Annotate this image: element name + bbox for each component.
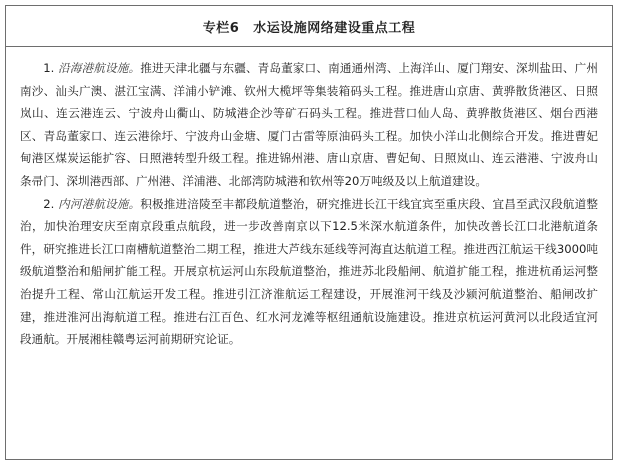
paragraph-heading: 沿海港航设施。 — [58, 61, 141, 75]
box-title-bar — [6, 6, 612, 47]
paragraph-body: 推进天津北疆与东疆、青岛董家口、南通通州湾、上海洋山、厦门翔安、深圳盐田、广州南沙、汕头广澳、湛江宝满、洋浦小铲滩、钦州大榄坪等集装箱码头工程。推进唐山京唐、黄骅散货港区、日照岚山、连云港连云、宁波舟山衢山、防城港企沙等矿石码头工程。推进营口仙人岛、黄骅散货港区、烟台西港区、青岛董家口、连云港徐圩、宁波舟山金塘、厦门古雷等原油码头工程。加快小洋山北侧综合开发。推进曹妃甸港区煤炭运能扩容、日照港转型升级工程。推进锦州港、唐山京唐、曹妃甸、日照岚山、连云港港、宁波舟山条帚门、深圳港西部、广州港、洋浦港、北部湾防城港和钦州等20万吨级及以上航道建设。 — [20, 61, 598, 188]
paragraph-number: 2. — [43, 196, 59, 211]
paragraph-number: 1. — [43, 61, 59, 75]
feature-box — [5, 5, 613, 460]
paragraph-inland — [20, 193, 598, 351]
paragraph-heading: 内河港航设施。 — [58, 196, 141, 211]
box-title: 水运设施网络建设重点工程 — [253, 20, 416, 36]
box-content — [6, 47, 612, 351]
paragraph-coastal — [20, 57, 598, 193]
paragraph-body: 积极推进涪陵至丰都段航道整治，研究推进长江干线宜宾至重庆段、宜昌至武汉段航道整治，加快治理安庆至南京段重点航段，进一步改善南京以下12.5米深水航道条件，加快改善长江口北港航道条件，研究推进长江口南槽航道整治二期工程，推进大芦线东延线等河海直达航道工程。推进西江航运干线3000吨级航道整治和船闸扩能工程。开展京杭运河山东段航道整治，推进苏北段船闸、航道扩能工程，推进杭甬运河整治提升工程、常山江航运开发工程。推进引江济淮航运工程建设，开展淮河干线及沙颍河航道整治、船闸改扩建，推进淮河出海航道工程。推进右江百色、红水河龙滩等枢纽通航设施建设。推进京杭运河黄河以北段适宜河段通航。开展湘桂赣粤运河前期研究论证。 — [20, 196, 598, 347]
box-label: 专栏6 — [202, 20, 240, 36]
